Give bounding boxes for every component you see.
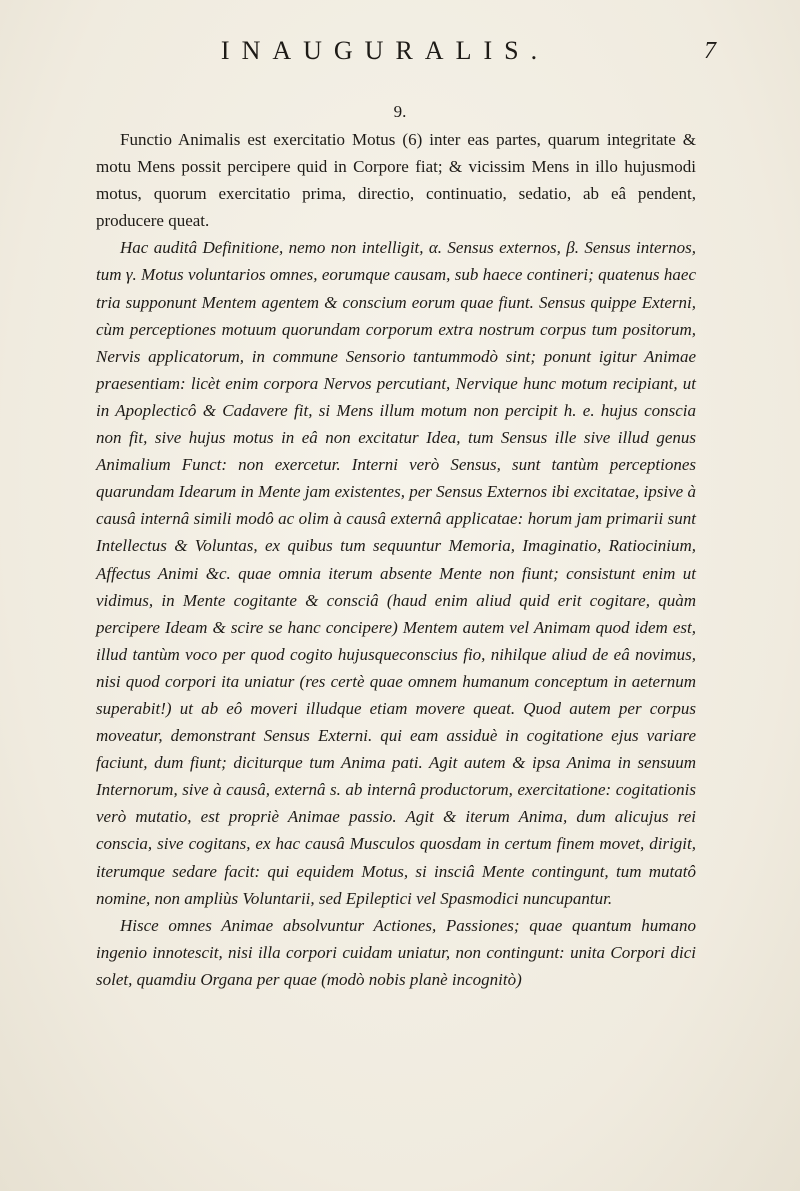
paragraph-explanation: Hac auditâ Definitione, nemo non intelligit, α. Sensus externos, β. Sensus internos, tum γ. Motus voluntarios omnes, eorumque causam, sub haece contineri; quatenus haec tria supponunt Mentem agentem & conscium eorum quae fiunt. Sensus quippe Externi, cùm perceptiones motuum quorundam corporum extra nostrum corpus tum positorum, Nervis applicatorum, in commune Sensorio tantummodò sint; ponunt igitur Animae praesentiam: licèt enim corpora Nervos percutiant, Nervique hunc motum recipiant, ut in Apoplecticô & Cadavere fit, si Mens illum motum non percipit h. e. hujus conscia non fit, sive hujus motus in eâ non excitatur Idea, tum Sensus ille sive illud genus Animalium Funct: non exercetur. Interni verò Sensus, sunt tantùm perceptiones quarundam Idearum in Mente jam existentes, per Sensus Externos ibi excitatae, ipsive à causâ internâ simili modô ac olim à causâ externâ applicatae: horum jam primarii sunt Intellectus & Voluntas, ex quibus tum sequuntur Memoria, Imaginatio, Ratiocinium, Affectus Animi &c. quae omnia iterum absente Mente non fiunt; consistunt enim ut vidimus, in Mente cogitante & consciâ (haud enim aliud quid erit cogitare, quàm percipere Ideam & scire se hanc concipere) Mentem autem vel Animam quod idem est, illud tantùm voco per quod cogito hujusqueconscius fio, nihilque aliud de eâ novimus, nisi quod corpori ita uniatur (res certè quae omnem humanum conceptum in aeternum superabit!) ut ab eô moveri illudque etiam movere queat. Quod autem per corpus moveatur, demonstrant Sensus Externi. qui eam assiduè in cogitatione ejus variare faciunt, dum fiunt; diciturque tum Anima pati. Agit autem & ipsa Anima in sensuum Internorum, sive à causâ, externâ s. ab internâ productorum, exercitatione: cogitationis verò mutatio, est propriè Animae passio. Agit & iterum Anima, dum alicujus rei conscia, sive cogitans, ex hac causâ Musculos quosdam in certum finem movet, dirigit, iterumque sedare facit: qui equidem Motus, si insciâ Mente contingunt, tum mutatô nomine, non ampliùs Voluntarii, sed Epileptici vel Spasmodici nuncupantur. xyxy=(96,238,696,908)
section-number: 9. xyxy=(393,102,407,121)
paragraph-definition: Functio Animalis est exercitatio Motus (6) inter eas partes, quarum integritate & motu Mens possit percipere quid in Corpore fiat; & vicissim Mens in illo hujusmodi motus, quorum exercitatio prima, directio, continuatio, sedatio, ab eâ pendent, producere queat. xyxy=(96,130,696,231)
paragraph-actions: Hisce omnes Animae absolvuntur Actiones, Passiones; quae quantum humano ingenio innotescit, nisi illa corpori cuidam uniatur, non contingunt: unita Corpori dici solet, quamdiu Organa per quae (modò nobis planè incognitò) xyxy=(96,915,696,989)
body-text xyxy=(96,126,696,993)
running-title: INAUGURALIS. xyxy=(220,36,550,65)
page-header xyxy=(0,36,800,76)
page-number: 7 xyxy=(704,38,716,64)
